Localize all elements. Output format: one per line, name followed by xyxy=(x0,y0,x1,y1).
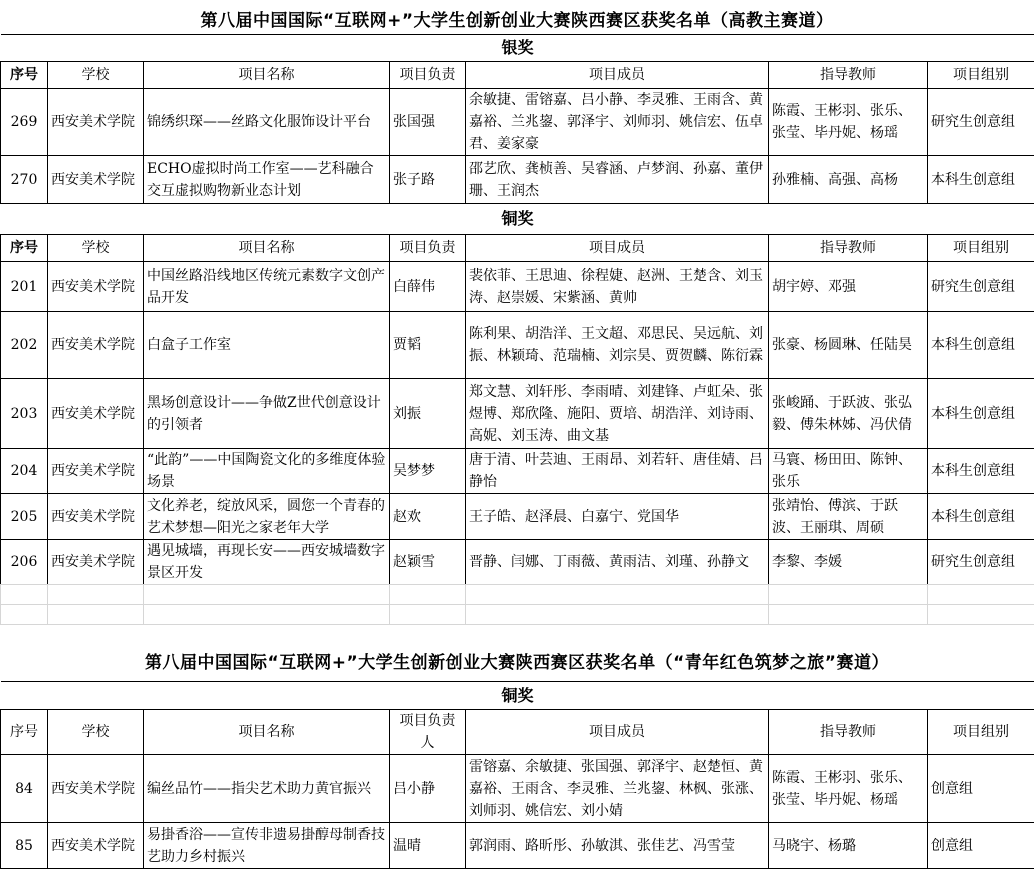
header-no: 序号 xyxy=(1,710,48,755)
header-members: 项目成员 xyxy=(466,62,769,89)
header-group: 项目组别 xyxy=(928,710,1034,755)
empty-spreadsheet-rows xyxy=(0,584,1034,625)
header-project: 项目名称 xyxy=(144,235,390,262)
header-no: 序号 xyxy=(1,62,48,89)
header-members: 项目成员 xyxy=(466,235,769,262)
table-row: 84 西安美术学院 编丝品竹——指尖艺术助力黄官振兴 吕小静 雷镕嘉、余敏捷、张国强、郭泽宇、赵楚恒、黄嘉裕、王雨含、李灵雅、兰兆鋆、林枫、张涨、刘师羽、姚信宏、刘小婧 陈霞、王彬羽、张乐、张莹、毕丹妮、杨瑶 创意组 xyxy=(1,755,1034,823)
award-bronze: 铜奖 xyxy=(1,204,1034,235)
table-row: 269 西安美术学院 锦绣织琛——丝路文化服饰设计平台 张国强 余敏捷、雷镕嘉、吕小静、李灵雅、王雨含、黄嘉裕、兰兆鋆、郭泽宇、刘师羽、姚信宏、伍卓君、姜家豪 陈霞、王彬羽、张乐、张莹、毕丹妮、杨瑶 研究生创意组 xyxy=(1,89,1034,156)
award-bronze: 铜奖 xyxy=(1,682,1034,710)
title-red-dream-track: 第八届中国国际“互联网+”大学生创新创业大赛陕西赛区获奖名单（“青年红色筑梦之旅”赛道） xyxy=(145,653,889,673)
header-no: 序号 xyxy=(1,235,48,262)
header-project: 项目名称 xyxy=(144,62,390,89)
table-row: 201 西安美术学院 中国丝路沿线地区传统元素数字文创产品开发 白薛伟 裴依菲、王思迪、徐程婕、赵洲、王楚含、刘玉涛、赵崇媛、宋紫涵、黄帅 胡宇婷、邓强 研究生创意组 xyxy=(1,262,1034,312)
header-leader: 项目负责人 xyxy=(390,710,466,755)
header-school: 学校 xyxy=(48,710,144,755)
header-mentors: 指导教师 xyxy=(769,235,928,262)
table-red-dream-track xyxy=(0,681,1034,869)
header-leader: 项目负责 xyxy=(390,62,466,89)
header-leader: 项目负责 xyxy=(390,235,466,262)
award-silver: 银奖 xyxy=(1,35,1034,62)
header-group: 项目组别 xyxy=(928,62,1034,89)
header-group: 项目组别 xyxy=(928,235,1034,262)
header-members: 项目成员 xyxy=(466,710,769,755)
table-row: 270 西安美术学院 ECHO虚拟时尚工作室——艺科融合交互虚拟购物新业态计划 张子路 邵艺欣、龚桢善、吴睿涵、卢梦润、孙嘉、董伊珊、王润杰 孙雅楠、高强、高杨 本科生创意组 xyxy=(1,156,1034,204)
header-school: 学校 xyxy=(48,62,144,89)
table-higher-education-track xyxy=(0,34,1034,585)
header-project: 项目名称 xyxy=(144,710,390,755)
header-mentors: 指导教师 xyxy=(769,62,928,89)
header-school: 学校 xyxy=(48,235,144,262)
table-row: 203 西安美术学院 黑场创意设计——争做Z世代创意设计的引领者 刘振 郑文慧、刘轩彤、李雨晴、刘建锋、卢虹朵、张煜博、郑欣隆、施阳、贾培、胡浩洋、刘诗雨、高妮、刘玉涛、曲文基 张峻踊、于跃波、张弘毅、傅朱林姊、冯伏倩 本科生创意组 xyxy=(1,379,1034,449)
table-row: 85 西安美术学院 易掛香浴——宣传非遗易掛醇母制香技艺助力乡村振兴 温晴 郭润雨、路昕彤、孙敏淇、张佳艺、冯雪莹 马晓宇、杨璐 创意组 xyxy=(1,823,1034,869)
table-row: 205 西安美术学院 文化养老，绽放风采，圆您一个青春的艺术梦想—阳光之家老年大学 赵欢 王子皓、赵泽晨、白嘉宁、党国华 张靖怡、傅滨、于跃波、王丽琪、周硕 本科生创意组 xyxy=(1,494,1034,540)
table-row: 204 西安美术学院 “此韵”——中国陶瓷文化的多维度体验场景 吴梦梦 唐于清、叶芸迪、王雨昂、刘若轩、唐佳婧、吕静怡 马寰、杨田田、陈钟、张乐 本科生创意组 xyxy=(1,449,1034,494)
header-mentors: 指导教师 xyxy=(769,710,928,755)
table-row: 206 西安美术学院 遇见城墙，再现长安——西安城墙数字景区开发 赵颖雪 晋静、闫娜、丁雨薇、黄雨洁、刘瑾、孙静文 李黎、李媛 研究生创意组 xyxy=(1,540,1034,585)
title-higher-education-track: 第八届中国国际“互联网+”大学生创新创业大赛陕西赛区获奖名单（高教主赛道） xyxy=(200,11,834,31)
table-row: 202 西安美术学院 白盒子工作室 贾韬 陈利果、胡浩洋、王文超、邓思民、吴远航、刘振、林颖琦、范瑞楠、刘宗昊、贾贺麟、陈衍霖 张豪、杨圆琳、任陆昊 本科生创意组 xyxy=(1,312,1034,379)
